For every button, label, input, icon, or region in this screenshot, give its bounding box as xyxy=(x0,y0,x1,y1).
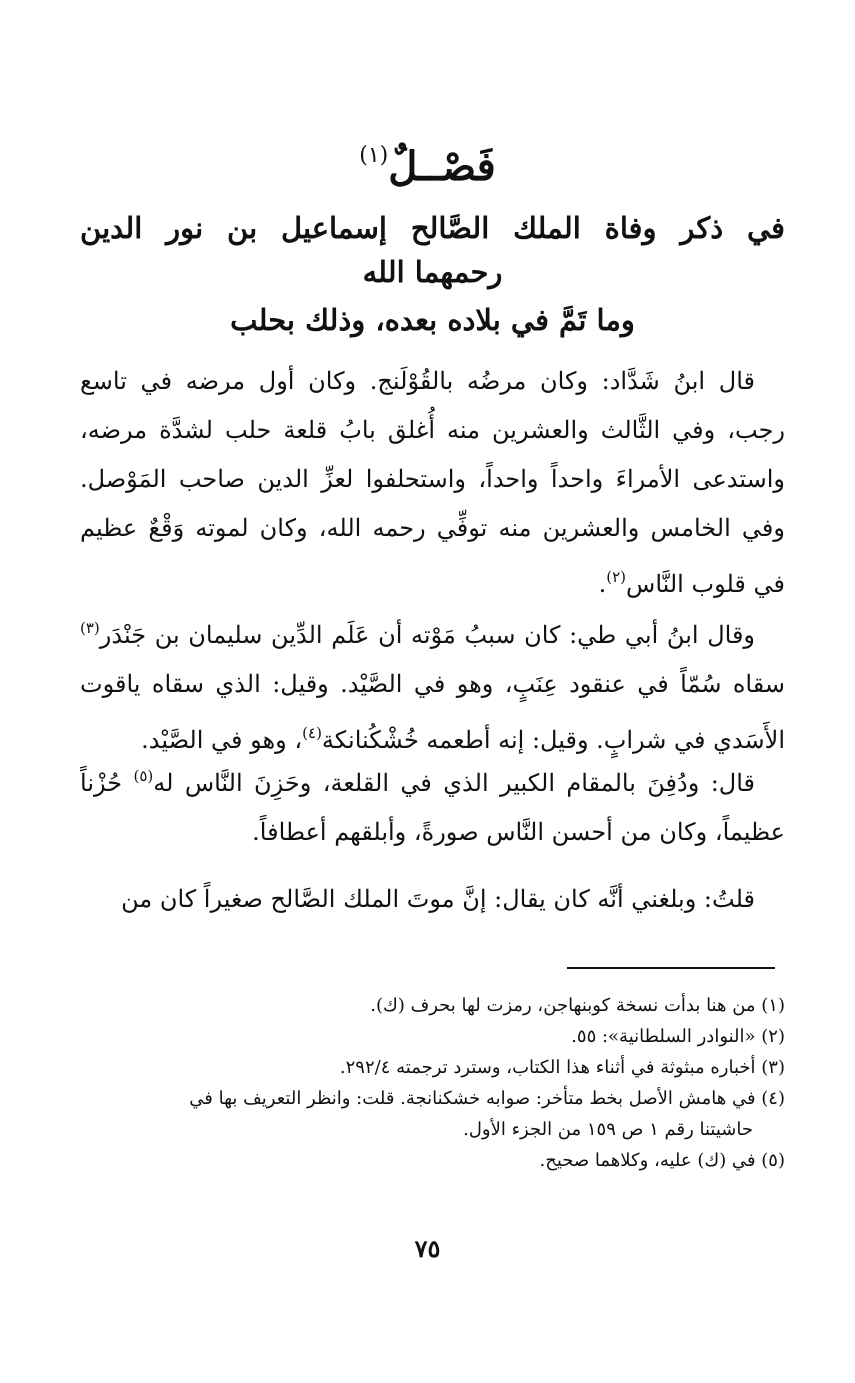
footnote-1: (١) من هنا بدأت نسخة كوبنهاجن، رمزت لها بحرف (ك). xyxy=(370,995,785,1016)
paragraph-author-remark xyxy=(80,875,785,924)
footnotes xyxy=(80,990,785,1176)
footnote-ref: (٢) xyxy=(606,568,627,586)
chapter-headline-line-3: وما تَمَّ في بلاده بعده، وذلك بحلب xyxy=(230,303,635,337)
paragraph-text: حُزْناً عظيماً، وكان من أحسن النَّاس صورةً، وأبلقهم أعطافاً. xyxy=(80,769,785,846)
page-number: ٧٥ xyxy=(414,1234,441,1263)
footnote-4: (٤) في هامش الأصل بخط متأخر: صوابه خشكنانجة. قلت: وانظر التعريف بها في xyxy=(189,1088,785,1109)
footnote-4-continued: حاشيتنا رقم ١ ص ١٥٩ من الجزء الأول. xyxy=(463,1119,753,1140)
chapter-title xyxy=(0,128,855,195)
footnote-ref: (٤) xyxy=(302,724,322,742)
paragraph-text: قلتُ: وبلغني أنَّه كان يقال: إنَّ موتَ الملك الصَّالح صغيراً كان من xyxy=(121,885,755,913)
footnote-2: (٢) «النوادر السلطانية»: ٥٥. xyxy=(571,1026,785,1047)
paragraph-text: . xyxy=(598,570,607,598)
paragraph-ibn-shaddad xyxy=(80,357,785,609)
paragraph-text: سقاه سُمّاً في عنقود عِنَبٍ، وهو في الصَّيْد. وقيل: الذي سقاه ياقوت الأَسَدي في شرابٍ. وقيل: إنه أطعمه خُشْكُنانكة xyxy=(80,670,785,754)
footnote-ref: (١) xyxy=(359,143,389,168)
chapter-headline-line-1: في ذكر وفاة الملك الصَّالح إسماعيل بن نور الدين xyxy=(80,211,785,245)
chapter-headline-line-2: رحمهما الله xyxy=(362,255,503,289)
footnote-ref: (٣) xyxy=(80,619,100,637)
paragraph-text: قال ابنُ شَدَّاد: وكان مرضُه بالقُوْلَنج. وكان أول مرضه في تاسع رجب، وفي الثَّالث والعشرين منه أُغلق بابُ قلعة حلب لشدَّة مرضه، واستدعى الأمراءَ واحداً واحداً، واستحلفوا لعزِّ الدين صاحب المَوْصل. وفي الخامس والعشرين منه توفِّي رحمه الله، وكان لموته وَقْعٌ عظيم في قلوب النَّاس xyxy=(80,367,785,598)
paragraph-ibn-abi-tayy xyxy=(80,604,785,765)
paragraph-text: قال: ودُفِنَ بالمقام الكبير الذي في القلعة، وحَزِنَ النَّاس له xyxy=(153,769,755,797)
footnote-5: (٥) في (ك) عليه، وكلاهما صحيح. xyxy=(539,1150,785,1171)
footnote-ref: (٥) xyxy=(133,767,154,785)
paragraph-text: ، وهو في الصَّيْد. xyxy=(141,726,303,754)
footnote-divider xyxy=(567,967,775,969)
chapter-title-text: فَصْــلٌ xyxy=(388,143,496,190)
paragraph-burial xyxy=(80,752,785,857)
paragraph-text: وقال ابنُ أبي طي: كان سببُ مَوْته أن عَلَم الدِّين سليمان بن جَنْدَر xyxy=(99,621,755,649)
footnote-3: (٣) أخباره مبثوثة في أثناء هذا الكتاب، وسترد ترجمته ٢٩٢/٤. xyxy=(339,1057,785,1078)
